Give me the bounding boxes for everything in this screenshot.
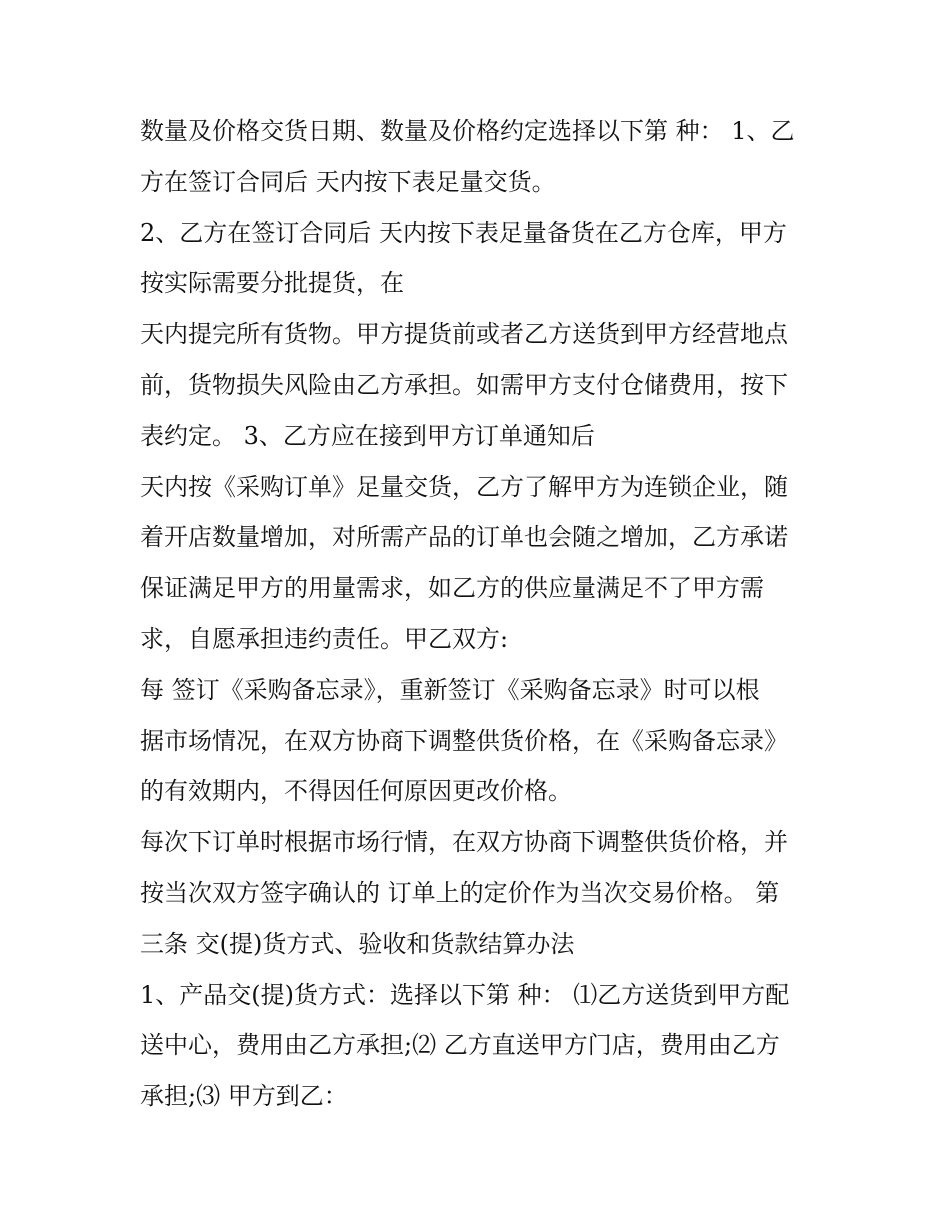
text-line: 按当次双方签字确认的 订单上的定价作为当次交易价格。 第 — [140, 878, 780, 907]
text-line: 三条 交(提)货方式、验收和货款结算办法 — [140, 929, 575, 958]
text-line: 数量及价格交货日期、数量及价格约定选择以下第 种： 1、乙 — [140, 117, 795, 145]
text-line: 送中心，费用由乙方承担;⑵ 乙方直送甲方门店，费用由乙方 — [140, 1031, 780, 1060]
text-line: 据市场情况，在双方协商下调整供货价格，在《采购备忘录》 — [140, 726, 788, 755]
document-body — [140, 106, 830, 1122]
text-line: 保证满足甲方的用量需求，如乙方的供应量满足不了甲方需 — [140, 574, 764, 603]
text-line: 承担;⑶ 甲方到乙： — [140, 1082, 348, 1111]
text-line: 天内按《采购订单》足量交货，乙方了解甲方为连锁企业，随 — [140, 472, 788, 501]
text-line: 的有效期内，不得因任何原因更改价格。 — [140, 777, 572, 806]
text-line: 方在签订合同后 天内按下表足量交货。 — [140, 167, 556, 196]
text-line: 每次下订单时根据市场行情，在双方协商下调整供货价格，并 — [140, 828, 788, 857]
text-line: 每 签订《采购备忘录》，重新签订《采购备忘录》时可以根 — [140, 675, 760, 704]
text-line: 前，货物损失风险由乙方承担。如需甲方支付仓储费用，按下 — [140, 370, 788, 399]
text-line: 求，自愿承担违约责任。甲乙双方: — [140, 624, 509, 653]
text-line: 表约定。 3、乙方应在接到甲方订单通知后 — [140, 421, 595, 450]
text-line: 天内提完所有货物。甲方提货前或者乙方送货到甲方经营地点 — [140, 320, 788, 349]
text-line: 着开店数量增加，对所需产品的订单也会随之增加，乙方承诺 — [140, 523, 788, 552]
text-line: 2、乙方在签订合同后 天内按下表足量备货在乙方仓库，甲方 — [140, 218, 787, 247]
text-line: 1、产品交(提)货方式：选择以下第 种： ⑴乙方送货到甲方配 — [140, 980, 790, 1009]
text-line: 按实际需要分批提货，在 — [140, 269, 404, 298]
